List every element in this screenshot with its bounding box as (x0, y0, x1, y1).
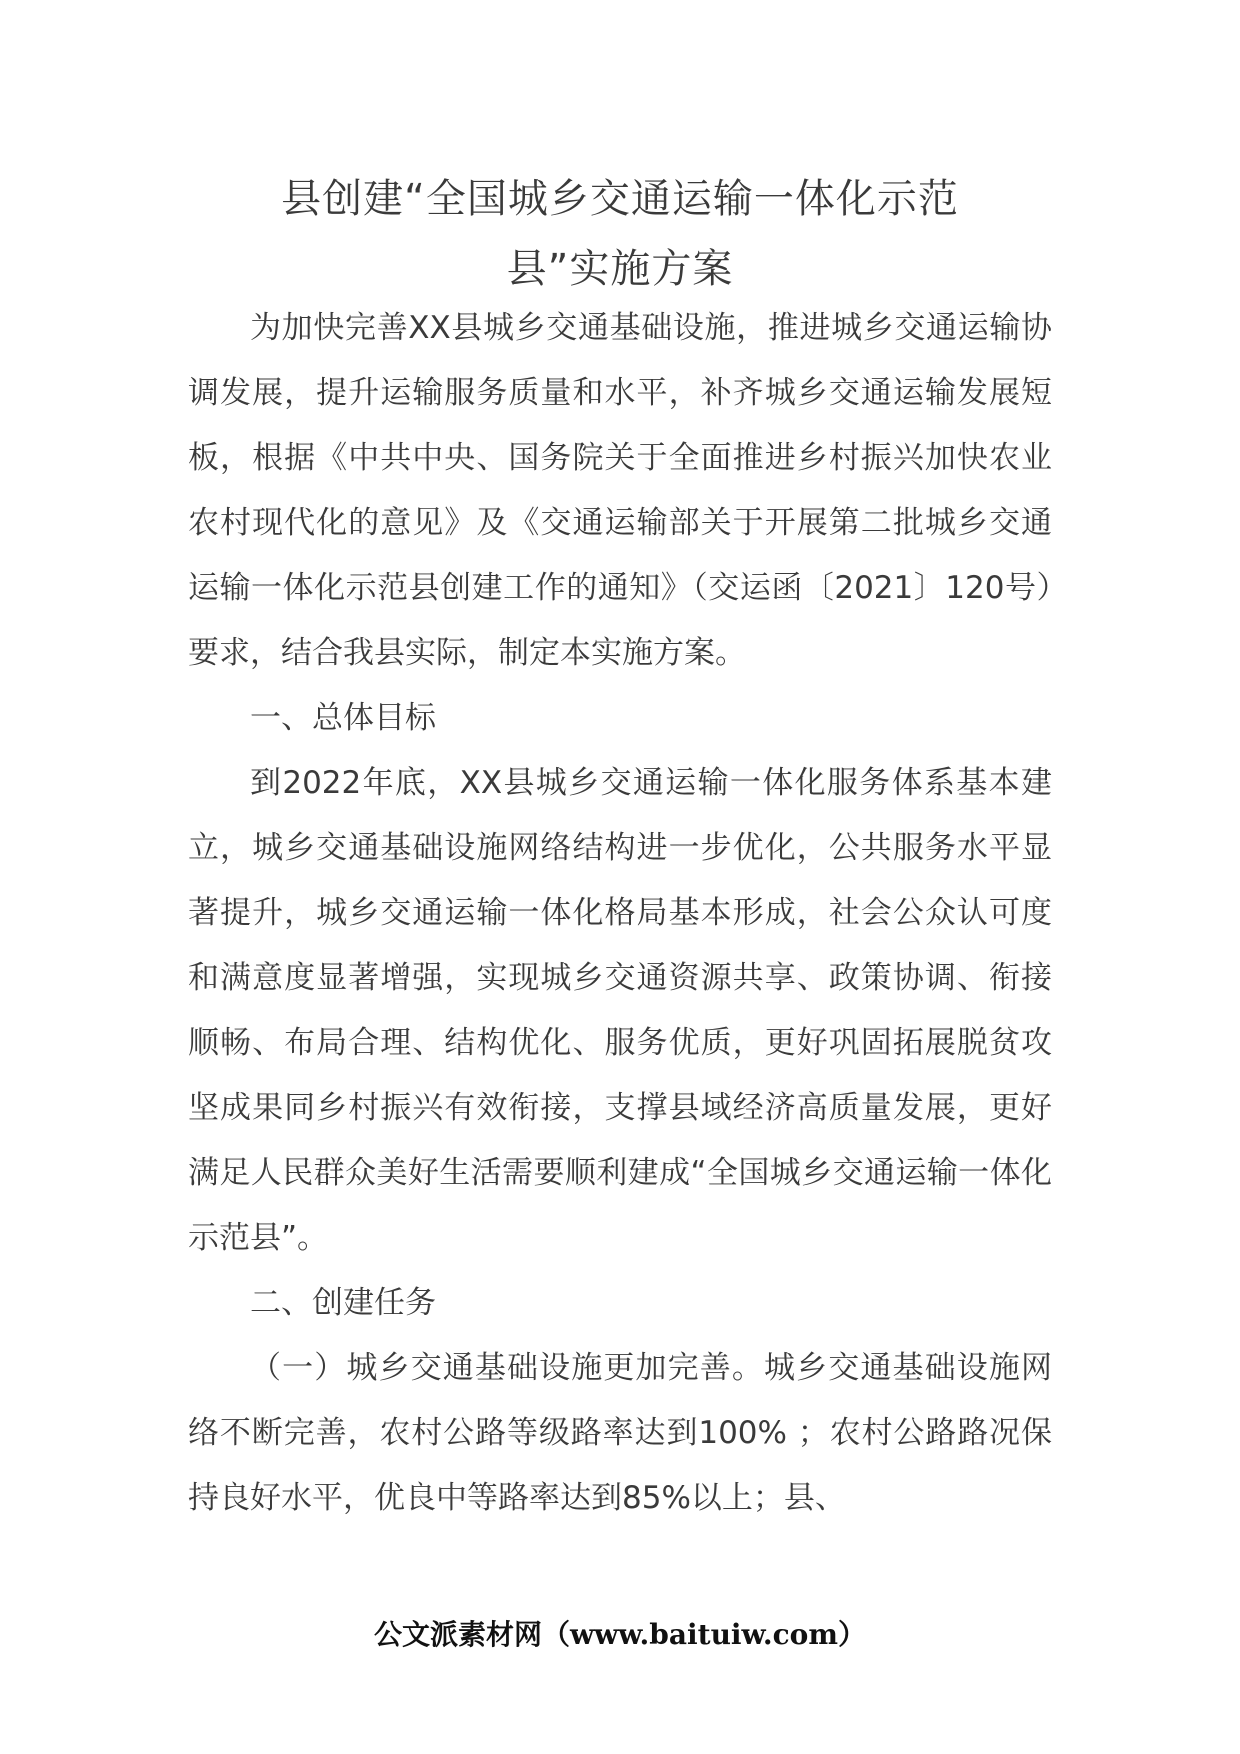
footer-watermark: 公文派素材网（www.baituiw.com） (374, 1618, 866, 1651)
paragraph-overall-goal: 到2022年底，XX县城乡交通运输一体化服务体系基本建立，城乡交通基础设施网络结构进一步优化，公共服务水平显著提升，城乡交通运输一体化格局基本形成，社会公众认可度和满意度显著增强，实现城乡交通资源共享、政策协调、衔接顺畅、布局合理、结构优化、服务优质，更好巩固拓展脱贫攻坚成果同乡村振兴有效衔接，支撑县域经济高质量发展，更好满足人民群众美好生活需要顺利建成“全国城乡交通运输一体化示范县”。 (188, 765, 1052, 1256)
paragraph-task-1: （一）城乡交通基础设施更加完善。城乡交通基础设施网络不断完善，农村公路等级路率达到100% ；农村公路路况保持良好水平，优良中等路率达到85%以上；县、 (188, 1350, 1052, 1516)
document-title-line-1: 县创建“全国城乡交通运输一体化示范 (281, 176, 959, 222)
paragraph-intro: 为加快完善XX县城乡交通基础设施，推进城乡交通运输协调发展，提升运输服务质量和水平，补齐城乡交通运输发展短板，根据《中共中央、国务院关于全面推进乡村振兴加快农业农村现代化的意见》及《交通运输部关于开展第二批城乡交通运输一体化示范县创建工作的通知》（交运函〔2021〕120号）要求，结合我县实际，制定本实施方案。 (188, 310, 1052, 671)
document-body (188, 296, 1052, 1531)
heading-overall-goal: 一、总体目标 (250, 700, 436, 736)
heading-tasks: 二、创建任务 (250, 1285, 436, 1321)
document-title-line-2: 县”实施方案 (506, 246, 734, 292)
